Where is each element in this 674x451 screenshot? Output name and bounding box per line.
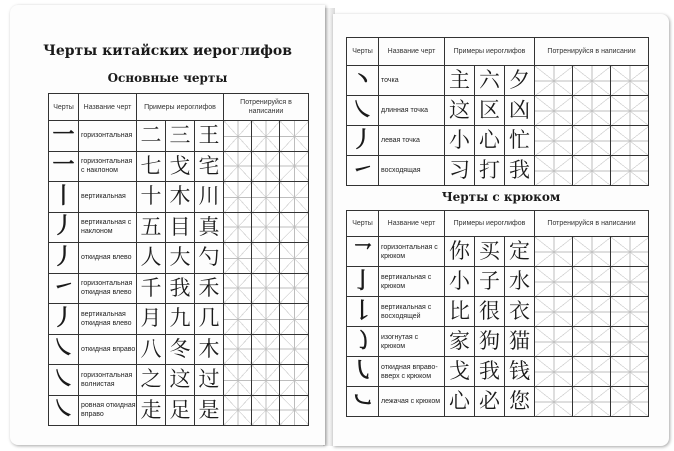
table-row [49, 151, 309, 182]
practice-cell[interactable] [224, 151, 252, 182]
example-character: 之 [137, 365, 166, 396]
practice-cell[interactable] [611, 267, 649, 297]
stroke-glyph: 丿 [49, 212, 79, 243]
stroke-name: вертикальная откидная влево [79, 304, 137, 335]
table-row [347, 66, 649, 96]
example-character: 走 [137, 395, 166, 426]
practice-cell[interactable] [224, 121, 252, 152]
practice-cell[interactable] [252, 182, 280, 213]
example-character: 勺 [195, 243, 224, 274]
practice-cell[interactable] [535, 387, 573, 417]
stroke-name: вертикальная [79, 182, 137, 213]
stroke-name: изогнутая с крюком [379, 327, 445, 357]
stroke-name: точка [379, 66, 445, 96]
header-examples: Примеры иероглифов [137, 94, 224, 121]
example-character: 凶 [505, 96, 535, 126]
example-character: 很 [475, 297, 505, 327]
table-row [347, 327, 649, 357]
practice-cell[interactable] [252, 334, 280, 365]
practice-cell[interactable] [535, 237, 573, 267]
practice-cell[interactable] [280, 121, 309, 152]
header-stroke: Черты [49, 94, 79, 121]
table-row [347, 267, 649, 297]
header-name: Название черт [379, 38, 445, 66]
table-row [49, 243, 309, 274]
example-character: 六 [475, 66, 505, 96]
example-character: 戈 [166, 151, 195, 182]
practice-cell[interactable] [280, 395, 309, 426]
example-character: 主 [445, 66, 475, 96]
example-character: 九 [166, 304, 195, 335]
example-character: 心 [475, 126, 505, 156]
example-character: 必 [475, 387, 505, 417]
practice-cell[interactable] [535, 66, 573, 96]
stroke-glyph: 一 [49, 151, 79, 182]
practice-cell[interactable] [611, 156, 649, 186]
example-character: 心 [445, 387, 475, 417]
practice-cell[interactable] [252, 151, 280, 182]
header-practice: Потренируйся в написании [224, 94, 309, 121]
stroke-name: горизонтальная с крюком [379, 237, 445, 267]
stroke-glyph: 丿 [49, 243, 79, 274]
example-character: 钱 [505, 357, 535, 387]
example-character: 衣 [505, 297, 535, 327]
practice-cell[interactable] [573, 357, 611, 387]
example-character: 区 [475, 96, 505, 126]
dot-strokes-table [346, 37, 649, 186]
practice-cell[interactable] [252, 395, 280, 426]
table-row [347, 96, 649, 126]
stroke-name: вертикальная с восходящей [379, 297, 445, 327]
practice-cell[interactable] [280, 212, 309, 243]
practice-cell[interactable] [573, 96, 611, 126]
stroke-glyph: ㇀ [49, 273, 79, 304]
stroke-glyph: 丿 [347, 126, 379, 156]
example-character: 足 [166, 395, 195, 426]
table-header-row [347, 211, 649, 237]
stroke-glyph: ㇃ [347, 387, 379, 417]
example-character: 王 [195, 121, 224, 152]
practice-cell[interactable] [611, 126, 649, 156]
practice-cell[interactable] [252, 121, 280, 152]
table-row [347, 237, 649, 267]
example-character: 十 [137, 182, 166, 213]
practice-cell[interactable] [611, 327, 649, 357]
practice-cell[interactable] [611, 237, 649, 267]
practice-cell[interactable] [535, 297, 573, 327]
stroke-name: откидная вправо-вверх с крюком [379, 357, 445, 387]
practice-cell[interactable] [535, 357, 573, 387]
table-row [49, 212, 309, 243]
basic-strokes-table [48, 93, 309, 426]
stroke-name: горизонтальная откидная влево [79, 273, 137, 304]
example-character: 夕 [505, 66, 535, 96]
example-character: 水 [505, 267, 535, 297]
stroke-name: восходящая [379, 156, 445, 186]
example-character: 打 [475, 156, 505, 186]
practice-cell[interactable] [252, 212, 280, 243]
header-name: Название черт [79, 94, 137, 121]
practice-cell[interactable] [280, 304, 309, 335]
stroke-glyph: ㇁ [347, 327, 379, 357]
practice-cell[interactable] [535, 327, 573, 357]
example-character: 二 [137, 121, 166, 152]
example-character: 三 [166, 121, 195, 152]
stroke-glyph: ㇏ [49, 365, 79, 396]
example-character: 大 [166, 243, 195, 274]
stroke-glyph: ㇖ [347, 237, 379, 267]
practice-cell[interactable] [535, 267, 573, 297]
stroke-name: горизонтальная волнистая [79, 365, 137, 396]
example-character: 是 [195, 395, 224, 426]
stroke-glyph: ㇏ [49, 395, 79, 426]
practice-cell[interactable] [535, 126, 573, 156]
example-character: 我 [505, 156, 535, 186]
example-character: 千 [137, 273, 166, 304]
practice-cell[interactable] [611, 66, 649, 96]
header-examples: Примеры иероглифов [445, 211, 535, 237]
stroke-glyph: ㇂ [347, 357, 379, 387]
stroke-name: вертикальная с наклоном [79, 212, 137, 243]
example-character: 小 [445, 126, 475, 156]
stroke-glyph: 丶 [347, 66, 379, 96]
stroke-glyph: 丿 [49, 304, 79, 335]
table-row [347, 126, 649, 156]
stroke-name: левая точка [379, 126, 445, 156]
example-character: 冬 [166, 334, 195, 365]
practice-cell[interactable] [224, 212, 252, 243]
header-examples: Примеры иероглифов [445, 38, 535, 66]
table-header-row [347, 38, 649, 66]
practice-cell[interactable] [280, 273, 309, 304]
table-row [347, 357, 649, 387]
example-character: 戈 [445, 357, 475, 387]
stroke-name: откидная влево [79, 243, 137, 274]
table-row [347, 387, 649, 417]
example-character: 小 [445, 267, 475, 297]
stroke-glyph: ㇏ [347, 96, 379, 126]
stroke-name: горизонтальная [79, 121, 137, 152]
stroke-name: горизонтальная с наклоном [79, 151, 137, 182]
practice-cell[interactable] [224, 182, 252, 213]
practice-cell[interactable] [252, 273, 280, 304]
table-row [49, 182, 309, 213]
practice-cell[interactable] [252, 304, 280, 335]
example-character: 过 [195, 365, 224, 396]
page-title: Черты китайских иероглифов [43, 43, 292, 59]
table-row [49, 334, 309, 365]
example-character: 买 [475, 237, 505, 267]
table-row [347, 156, 649, 186]
practice-cell[interactable] [252, 243, 280, 274]
example-character: 木 [166, 182, 195, 213]
practice-cell[interactable] [252, 365, 280, 396]
example-character: 七 [137, 151, 166, 182]
practice-cell[interactable] [224, 334, 252, 365]
example-character: 我 [166, 273, 195, 304]
practice-cell[interactable] [573, 126, 611, 156]
practice-cell[interactable] [611, 387, 649, 417]
stroke-name: ровная откидная вправо [79, 395, 137, 426]
stroke-name: вертикальная с крюком [379, 267, 445, 297]
table-row [49, 304, 309, 335]
practice-cell[interactable] [573, 267, 611, 297]
stroke-glyph: ㇀ [347, 156, 379, 186]
example-character: 比 [445, 297, 475, 327]
header-practice: Потренируйся в написании [535, 211, 649, 237]
section-title-basic-strokes: Основные черты [107, 71, 228, 85]
practice-cell[interactable] [573, 237, 611, 267]
stroke-glyph: 亅 [347, 267, 379, 297]
practice-cell[interactable] [280, 365, 309, 396]
example-character: 宅 [195, 151, 224, 182]
example-character: 忙 [505, 126, 535, 156]
section-title-hook-strokes: Черты с крюком [441, 190, 561, 204]
right-page [333, 14, 669, 446]
practice-cell[interactable] [573, 387, 611, 417]
table-row [49, 365, 309, 396]
practice-cell[interactable] [573, 327, 611, 357]
example-character: 这 [166, 365, 195, 396]
example-character: 子 [475, 267, 505, 297]
hook-strokes-table [346, 210, 649, 417]
example-character: 真 [195, 212, 224, 243]
example-character: 目 [166, 212, 195, 243]
practice-cell[interactable] [573, 156, 611, 186]
example-character: 猫 [505, 327, 535, 357]
header-stroke: Черты [347, 211, 379, 237]
table-header-row [49, 94, 309, 121]
table-row [49, 273, 309, 304]
stroke-name: откидная вправо [79, 334, 137, 365]
practice-cell[interactable] [224, 243, 252, 274]
example-character: 狗 [475, 327, 505, 357]
practice-cell[interactable] [224, 304, 252, 335]
header-name: Название черт [379, 211, 445, 237]
practice-cell[interactable] [280, 151, 309, 182]
stroke-name: длинная точка [379, 96, 445, 126]
practice-cell[interactable] [611, 297, 649, 327]
example-character: 禾 [195, 273, 224, 304]
example-character: 木 [195, 334, 224, 365]
example-character: 八 [137, 334, 166, 365]
table-row [347, 297, 649, 327]
practice-cell[interactable] [280, 243, 309, 274]
practice-cell[interactable] [224, 395, 252, 426]
stroke-glyph: 丨 [49, 182, 79, 213]
practice-cell[interactable] [280, 334, 309, 365]
example-character: 川 [195, 182, 224, 213]
stroke-glyph: ㇏ [49, 334, 79, 365]
practice-cell[interactable] [535, 156, 573, 186]
example-character: 几 [195, 304, 224, 335]
left-page [10, 5, 325, 445]
example-character: 您 [505, 387, 535, 417]
example-character: 习 [445, 156, 475, 186]
example-character: 月 [137, 304, 166, 335]
practice-cell[interactable] [224, 365, 252, 396]
table-row [49, 395, 309, 426]
example-character: 人 [137, 243, 166, 274]
header-stroke: Черты [347, 38, 379, 66]
practice-cell[interactable] [573, 297, 611, 327]
stroke-name: лежачая с крюком [379, 387, 445, 417]
table-row [49, 121, 309, 152]
practice-cell[interactable] [224, 273, 252, 304]
example-character: 五 [137, 212, 166, 243]
practice-cell[interactable] [280, 182, 309, 213]
header-practice: Потренируйся в написании [535, 38, 649, 66]
example-character: 定 [505, 237, 535, 267]
practice-cell[interactable] [535, 96, 573, 126]
practice-cell[interactable] [611, 96, 649, 126]
practice-cell[interactable] [573, 66, 611, 96]
example-character: 你 [445, 237, 475, 267]
stroke-glyph: 一 [49, 121, 79, 152]
example-character: 家 [445, 327, 475, 357]
example-character: 这 [445, 96, 475, 126]
stroke-glyph: 𠄌 [347, 297, 379, 327]
practice-cell[interactable] [611, 357, 649, 387]
example-character: 我 [475, 357, 505, 387]
